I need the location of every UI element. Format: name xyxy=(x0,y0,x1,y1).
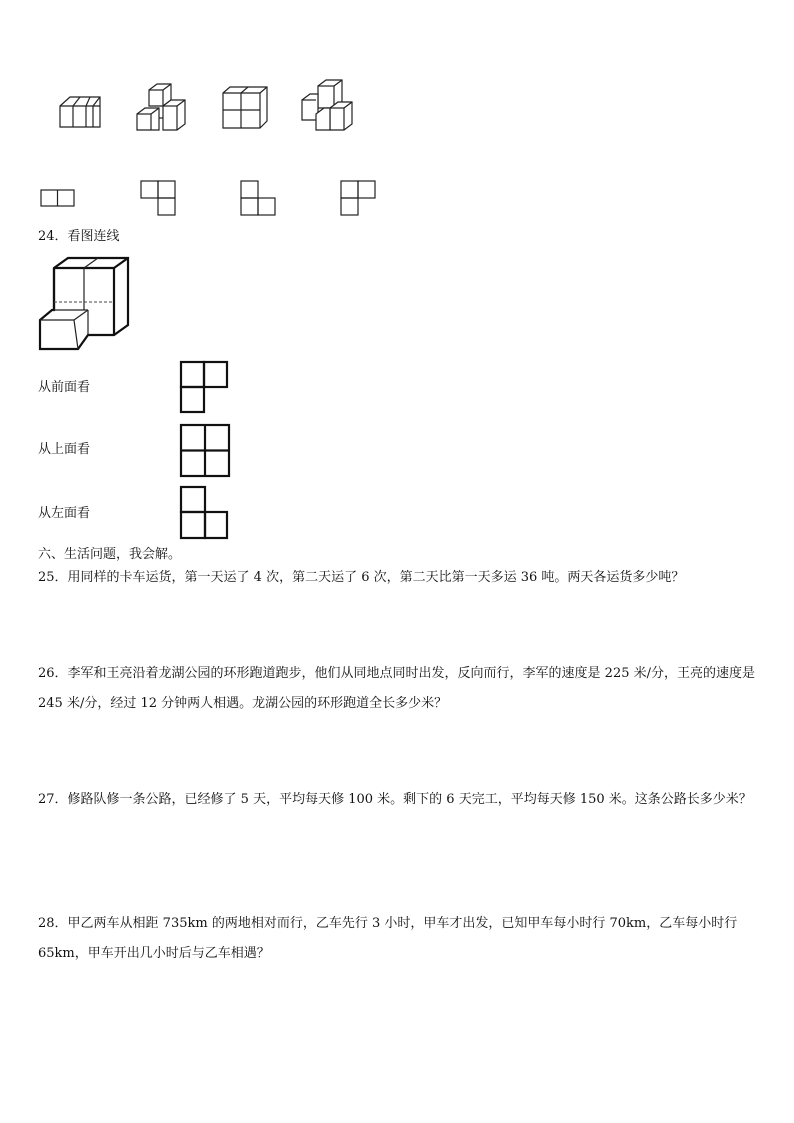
solid-figure-1 xyxy=(55,92,105,132)
left-view-figure[interactable] xyxy=(180,486,230,540)
view-pattern-2 xyxy=(140,180,176,216)
solid-figure-3 xyxy=(220,85,270,130)
view-label-left: 从左面看 xyxy=(38,506,91,521)
problem-25: 25．用同样的卡车运货，第一天运了 4 次，第二天运了 6 次，第二天比第一天多运 36 吨。两天各运货多少吨？ xyxy=(38,570,685,585)
view-label-front: 从前面看 xyxy=(38,380,91,395)
view-label-top: 从上面看 xyxy=(38,442,91,457)
problem-26: 26．李军和王亮沿着龙湖公园的环形跑道跑步，他们从同地点同时出发，反向而行，李军的速度是 225 米/分，王亮的速度是 245 米/分，经过 12 分钟两人相遇。龙湖公园的环形跑道全长多少米？ xyxy=(38,666,756,711)
view-pattern-4 xyxy=(340,180,376,216)
q24-title: 24．看图连线 xyxy=(38,229,120,244)
view-pattern-1 xyxy=(40,188,76,208)
problem-28: 28．甲乙两车从相距 735km 的两地相对而行，乙车先行 3 小时，甲车才出发，已知甲车每小时行 70km，乙车每小时行 65km，甲车开出几小时后与乙车相遇？ xyxy=(38,916,738,961)
solid-figure-2 xyxy=(135,82,190,134)
section-6-title: 六、生活问题，我会解。 xyxy=(38,547,182,562)
q24-solid-figure xyxy=(38,255,133,355)
top-view-figure[interactable] xyxy=(180,424,232,478)
view-pattern-3 xyxy=(240,180,276,216)
solid-figure-4 xyxy=(300,78,355,133)
problem-27: 27．修路队修一条公路，已经修了 5 天，平均每天修 100 米。剩下的 6 天完工，平均每天修 150 米。这条公路长多少米？ xyxy=(38,792,752,807)
front-view-figure[interactable] xyxy=(180,361,230,413)
